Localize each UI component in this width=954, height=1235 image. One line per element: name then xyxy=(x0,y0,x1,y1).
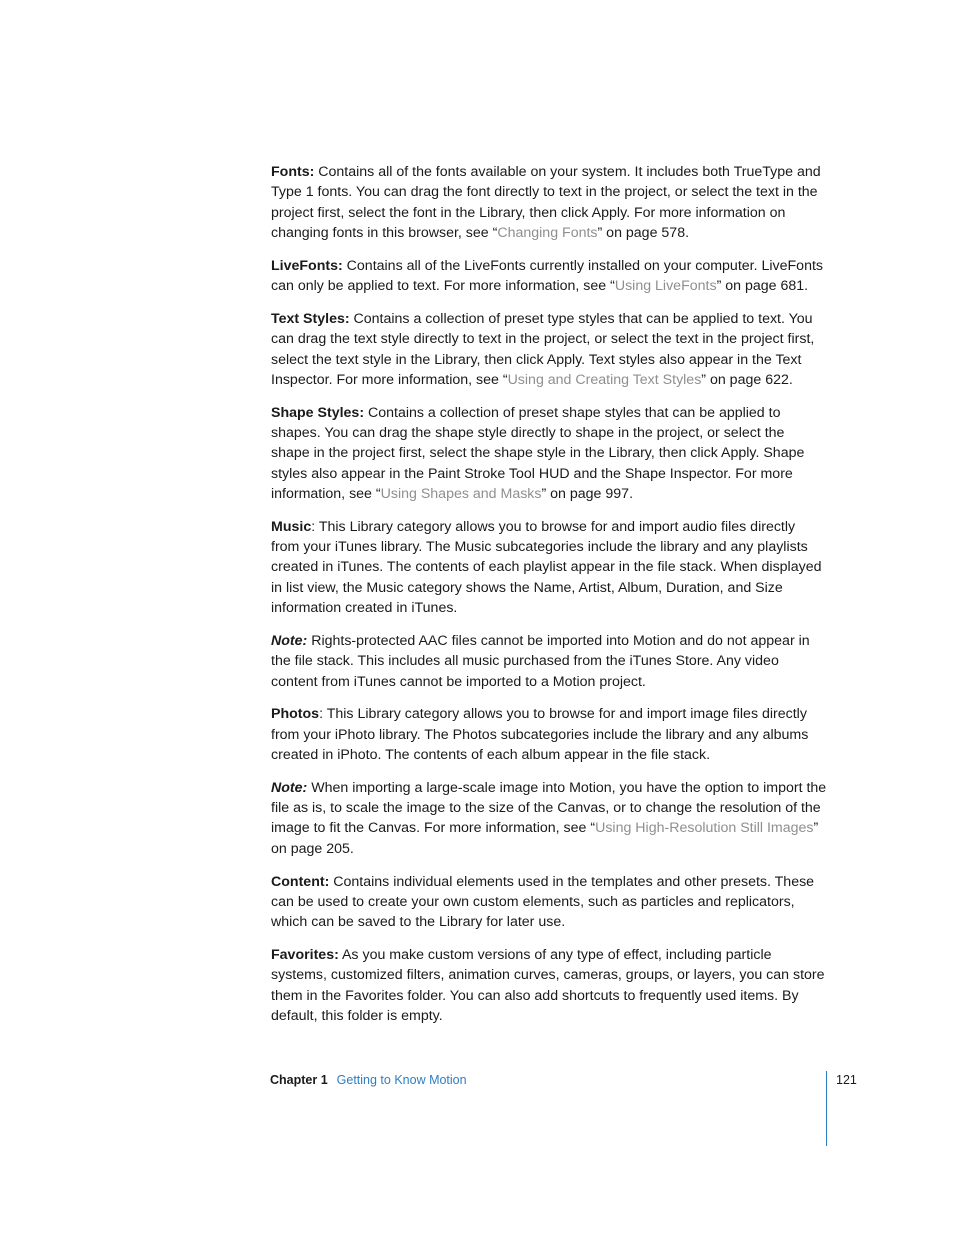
paragraph-photos xyxy=(271,704,827,765)
chapter-label: Chapter 1 xyxy=(270,1073,328,1087)
paragraph-text: ” on page 997. xyxy=(541,485,634,502)
note-label: Note: xyxy=(271,779,308,796)
paragraph-text: Contains individual elements used in the templates and other presets. These can be used to create your own custom elements, such as particles and replicators, which can be saved to the Library for later use. xyxy=(271,873,815,931)
paragraph-note-large-image xyxy=(271,778,827,859)
paragraph-text: Contains a collection of preset type styles that can be applied to text. You can drag the text style directly to text in the project, or select the text in the project first, select the text style in the Library, then click Apply. Text styles also appear in the Text Inspector. For more information, see “ xyxy=(271,310,815,388)
page-number: 121 xyxy=(836,1073,857,1087)
cross-reference-link[interactable]: Using LiveFonts xyxy=(614,278,717,295)
paragraph-text: As you make custom versions of any type of effect, including particle systems, customized filters, animation curves, cameras, groups, or layers, you can store them in the Favorites folder. You can also add shortcuts to frequently used items. By default, this folder is empty. xyxy=(271,947,825,1025)
paragraph-text: : This Library category allows you to browse for and import audio files directly from your iTunes library. The Music subcategories include the library and any playlists created in iTunes. The contents of each playlist appear in the file stack. When displayed in list view, the Music category shows the Name, Artist, Album, Duration, and Size information created in iTunes. xyxy=(271,518,822,617)
paragraph-text: : This Library category allows you to browse for and import image files directly from your iPhoto library. The Photos subcategories include the library and any albums created in iPhoto. The contents of each album appear in the file stack. xyxy=(271,706,809,763)
paragraph-text: ” on page 681. xyxy=(716,278,809,295)
paragraph-text: Rights-protected AAC files cannot be imported into Motion and do not appear in the file stack. This includes all music purchased from the iTunes Store. Any video content from iTunes cannot be imported to a Motion project. xyxy=(271,632,810,690)
paragraph-fonts xyxy=(271,162,827,243)
chapter-title-link[interactable]: Getting to Know Motion xyxy=(336,1073,467,1087)
paragraph-text: When importing a large-scale image into Motion, you have the option to import the file as is, to scale the image to the size of the Canvas, or to change the resolution of the image to fit the Canvas. For more information, see “ xyxy=(271,779,827,837)
term-label: Music xyxy=(271,518,312,535)
term-label: Shape Styles: xyxy=(271,404,365,421)
term-label: Text Styles: xyxy=(271,310,350,327)
paragraph-note-aac xyxy=(271,631,827,692)
paragraph-text: ” on page 622. xyxy=(701,371,793,388)
paragraph-text: Contains all of the LiveFonts currently installed on your computer. LiveFonts can only be applied to text. For more information, see “ xyxy=(271,257,823,295)
term-label: Favorites: xyxy=(271,947,339,964)
paragraph-text: Contains a collection of preset shape styles that can be applied to shapes. You can drag the shape style directly to shape in the project, or select the shape in the project first, select the shape style in the Library, then click Apply. Shape styles also appear in the Paint Stroke Tool HUD and the Shape Inspector. For more information, see “ xyxy=(271,404,805,502)
paragraph-favorites xyxy=(271,945,827,1026)
paragraph-content xyxy=(271,872,827,933)
paragraph-text: ” on page 578. xyxy=(597,224,690,241)
paragraph-livefonts xyxy=(271,256,827,297)
term-label: Fonts: xyxy=(271,164,315,180)
page-number-divider xyxy=(826,1071,827,1146)
page-body xyxy=(271,162,827,1039)
paragraph-text-styles xyxy=(271,309,827,390)
paragraph-text: ” on page 205. xyxy=(271,820,819,857)
term-label: Photos xyxy=(271,706,320,723)
paragraph-shape-styles xyxy=(271,403,827,504)
paragraph-text: Contains all of the fonts available on your system. It includes both TrueType and Type 1 fonts. You can drag the font directly to text in the project, or select the text in the project first, select the font in the Library, then click Apply. For more information on changing fonts in this browser, see “ xyxy=(271,164,821,241)
term-label: Content: xyxy=(271,873,330,890)
term-label: LiveFonts: xyxy=(271,257,343,274)
note-label: Note: xyxy=(271,632,308,649)
cross-reference-link[interactable]: Using High-Resolution Still Images xyxy=(595,820,814,837)
paragraph-music xyxy=(271,517,827,618)
cross-reference-link[interactable]: Changing Fonts xyxy=(497,224,598,241)
page-footer xyxy=(270,1072,467,1088)
cross-reference-link[interactable]: Using and Creating Text Styles xyxy=(507,371,702,388)
cross-reference-link[interactable]: Using Shapes and Masks xyxy=(380,485,542,502)
